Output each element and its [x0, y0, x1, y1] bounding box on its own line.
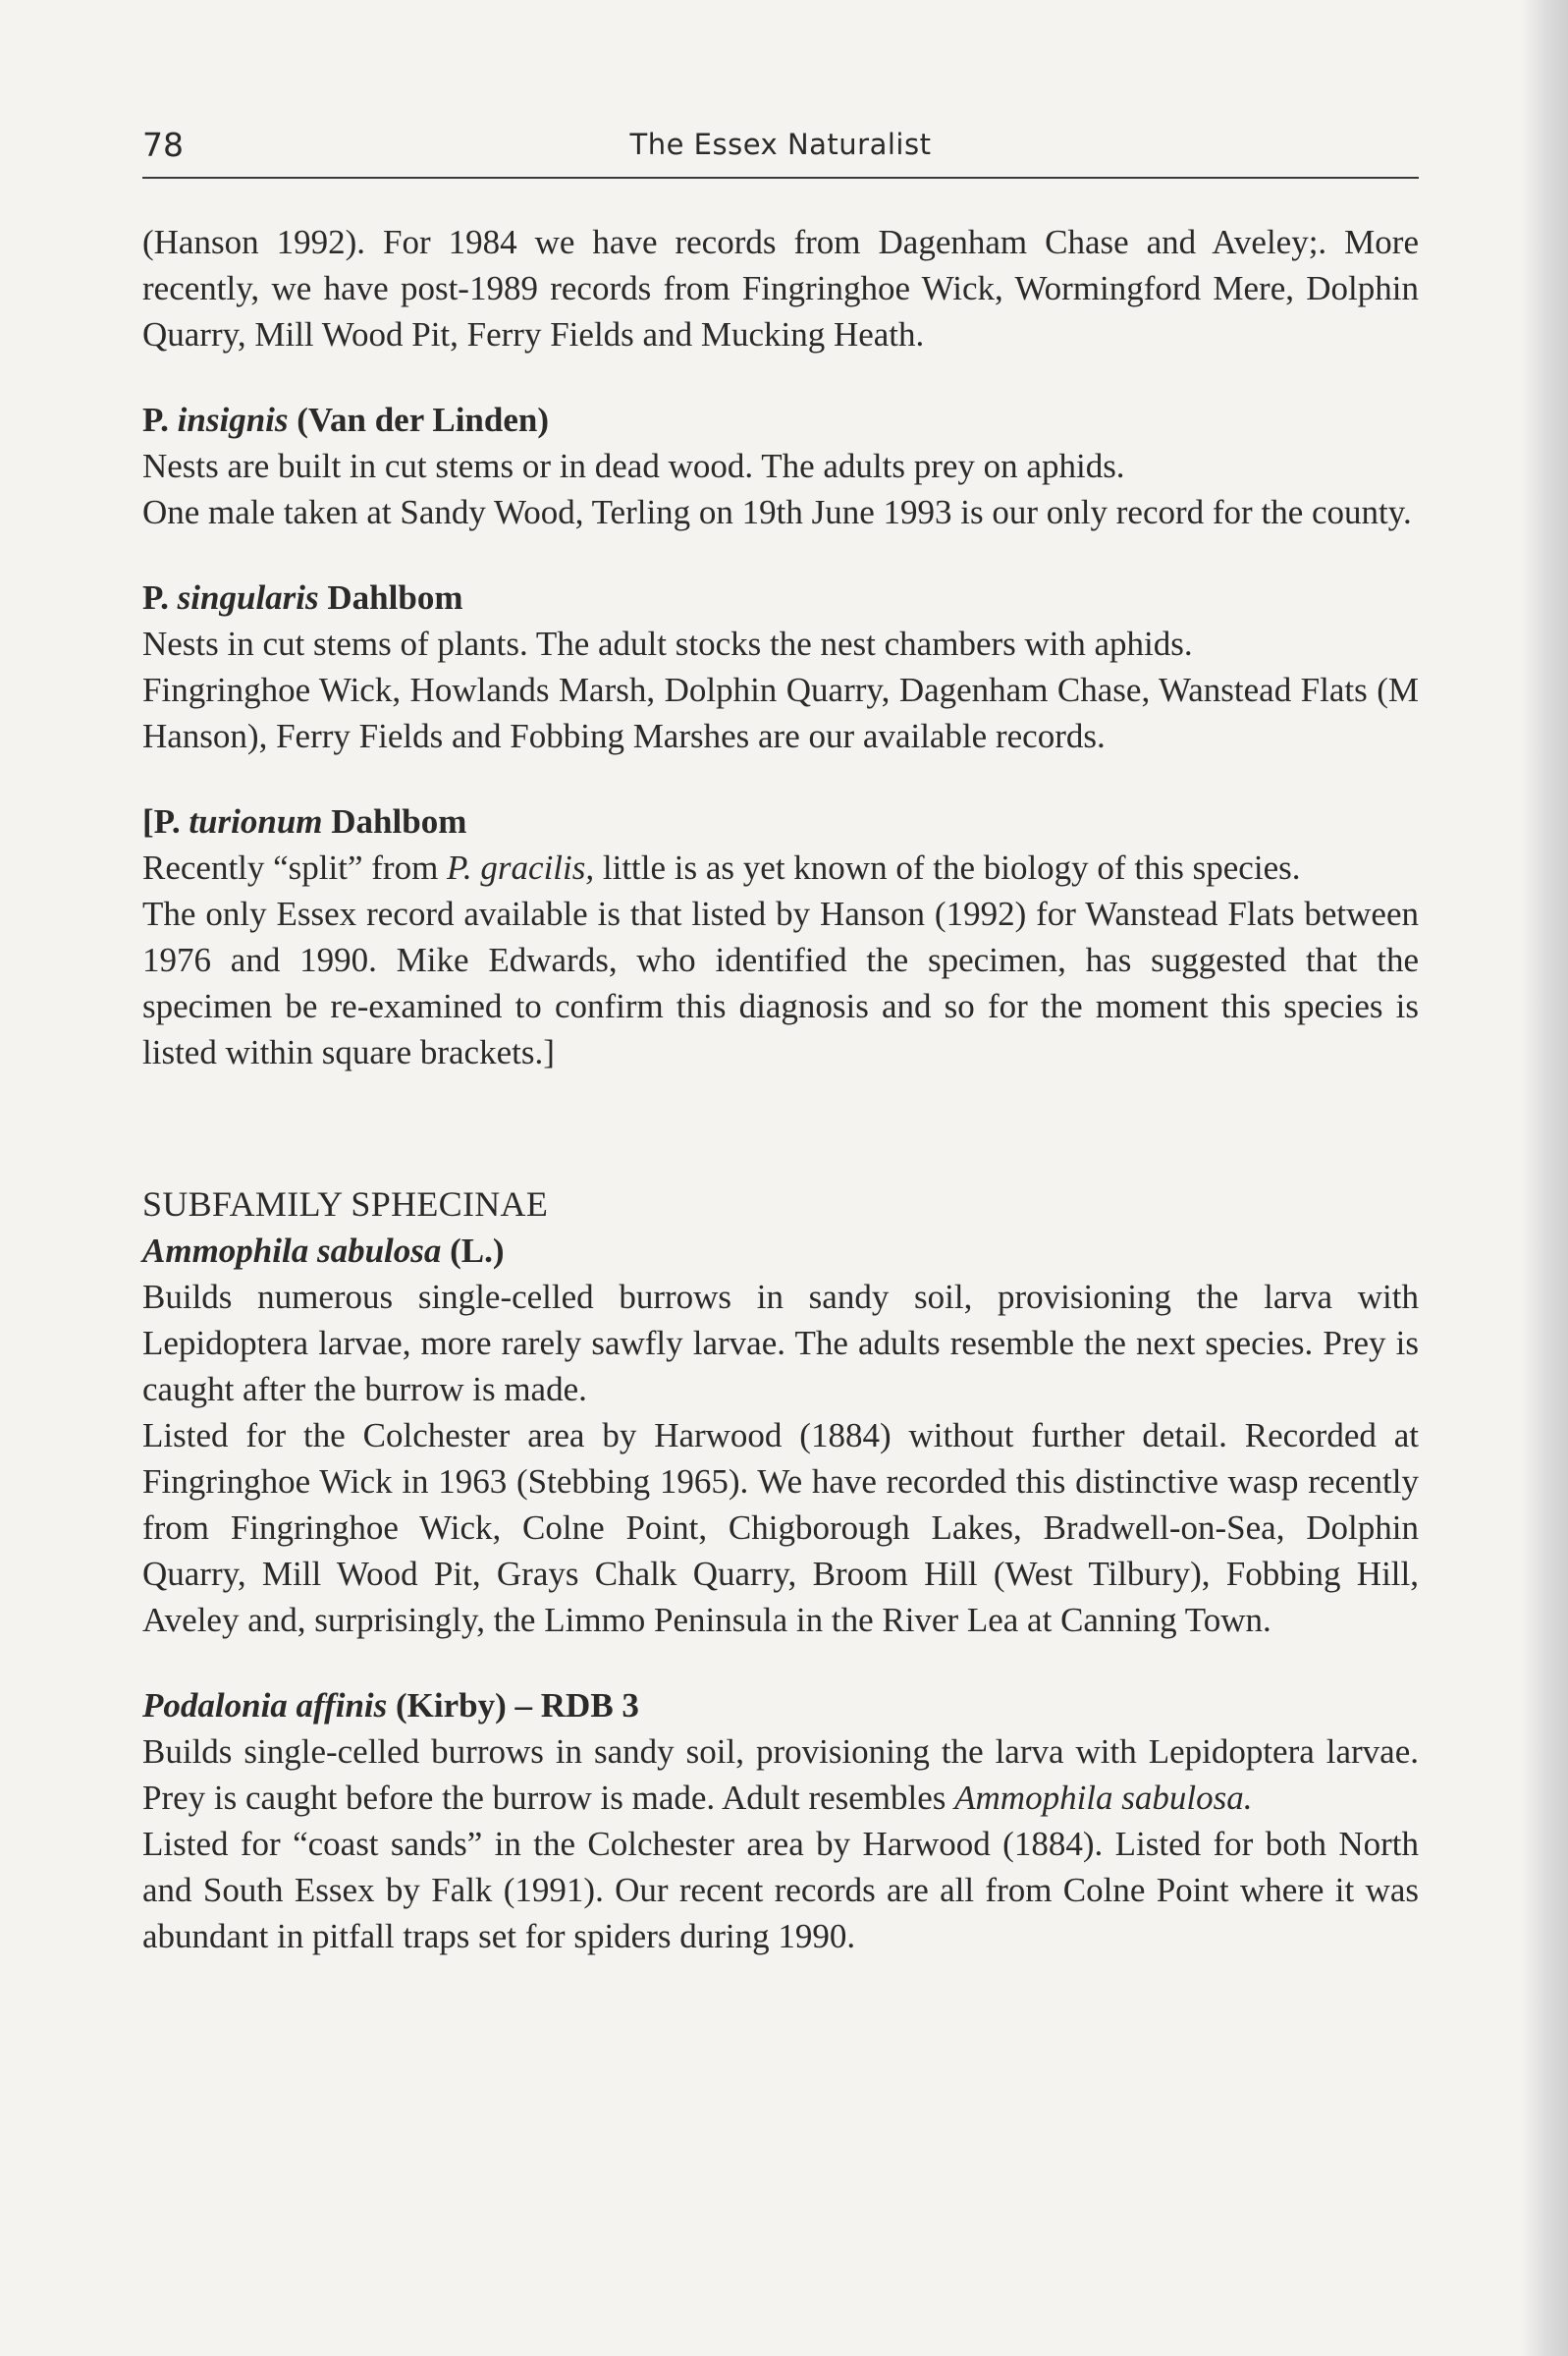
page-body	[142, 219, 1419, 1959]
insignis-records: One male taken at Sandy Wood, Terling on 19th June 1993 is our only record for the county.	[142, 493, 1412, 531]
ammophila-biology: Builds numerous single-celled burrows in sandy soil, provisioning the larva with Lepidoptera larvae, more rarely sawfly larvae. The adults resemble the next species. Prey is caught after the burrow is made.	[142, 1278, 1419, 1408]
species-heading-ammophila: Ammophila sabulosa (L.)	[142, 1232, 505, 1270]
ammophila-records: Listed for the Colchester area by Harwood (1884) without further detail. Recorded at Fingringhoe Wick in 1963 (Stebbing 1965). We have recorded this distinctive wasp recently from Fingringhoe Wick, Colne Point, Chigborough Lakes, Bradwell-on-Sea, Dolphin Quarry, Mill Wood Pit, Grays Chalk Quarry, Broom Hill (West Tilbury), Fobbing Hill, Aveley and, surprisingly, the Limmo Peninsula in the River Lea at Canning Town.	[142, 1416, 1419, 1639]
turionum-biology: Recently “split” from P. gracilis, little is as yet known of the biology of this species.	[142, 849, 1301, 887]
intro-paragraph: (Hanson 1992). For 1984 we have records from Dagenham Chase and Aveley;. More recently, we have post-1989 records from Fingringhoe Wick, Wormingford Mere, Dolphin Quarry, Mill Wood Pit, Ferry Fields and Mucking Heath.	[142, 223, 1419, 354]
subfamily-heading: SUBFAMILY SPHECINAE	[142, 1184, 549, 1224]
page-edge-shadow	[1521, 0, 1568, 2356]
species-name: turionum	[189, 802, 323, 841]
species-heading-turionum: [P. turionum Dahlbom	[142, 802, 467, 841]
species-heading-insignis: P. insignis (Van der Linden)	[142, 401, 550, 439]
species-name: Podalonia affinis	[142, 1686, 388, 1725]
species-heading-podalonia: Podalonia affinis (Kirby) – RDB 3	[142, 1686, 639, 1725]
species-heading-singularis: P. singularis Dahlbom	[142, 578, 463, 617]
singularis-records: Fingringhoe Wick, Howlands Marsh, Dolphin Quarry, Dagenham Chase, Wanstead Flats (M Hanson), Ferry Fields and Fobbing Marshes are our available records.	[142, 671, 1419, 755]
turionum-records: The only Essex record available is that listed by Hanson (1992) for Wanstead Flats between 1976 and 1990. Mike Edwards, who identified the specimen, has suggested that the specimen be re-examined to confirm this diagnosis and so for the moment this species is listed within square brackets.]	[142, 895, 1419, 1071]
insignis-biology: Nests are built in cut stems or in dead wood. The adults prey on aphids.	[142, 447, 1125, 485]
page-number: 78	[142, 126, 184, 164]
running-head: The Essex Naturalist	[629, 128, 932, 161]
singularis-biology: Nests in cut stems of plants. The adult stocks the nest chambers with aphids.	[142, 625, 1193, 663]
page-header	[142, 126, 1419, 179]
species-name: insignis	[177, 401, 289, 439]
podalonia-biology: Builds single-celled burrows in sandy soil, provisioning the larva with Lepidoptera larvae. Prey is caught before the burrow is made. Adult resembles Ammophila sabulosa.	[142, 1732, 1419, 1817]
species-name: Ammophila sabulosa	[142, 1232, 442, 1270]
podalonia-records: Listed for “coast sands” in the Colchester area by Harwood (1884). Listed for both North and South Essex by Falk (1991). Our recent records are all from Colne Point where it was abundant in pitfall traps set for spiders during 1990.	[142, 1825, 1419, 1955]
species-name: singularis	[177, 578, 319, 617]
